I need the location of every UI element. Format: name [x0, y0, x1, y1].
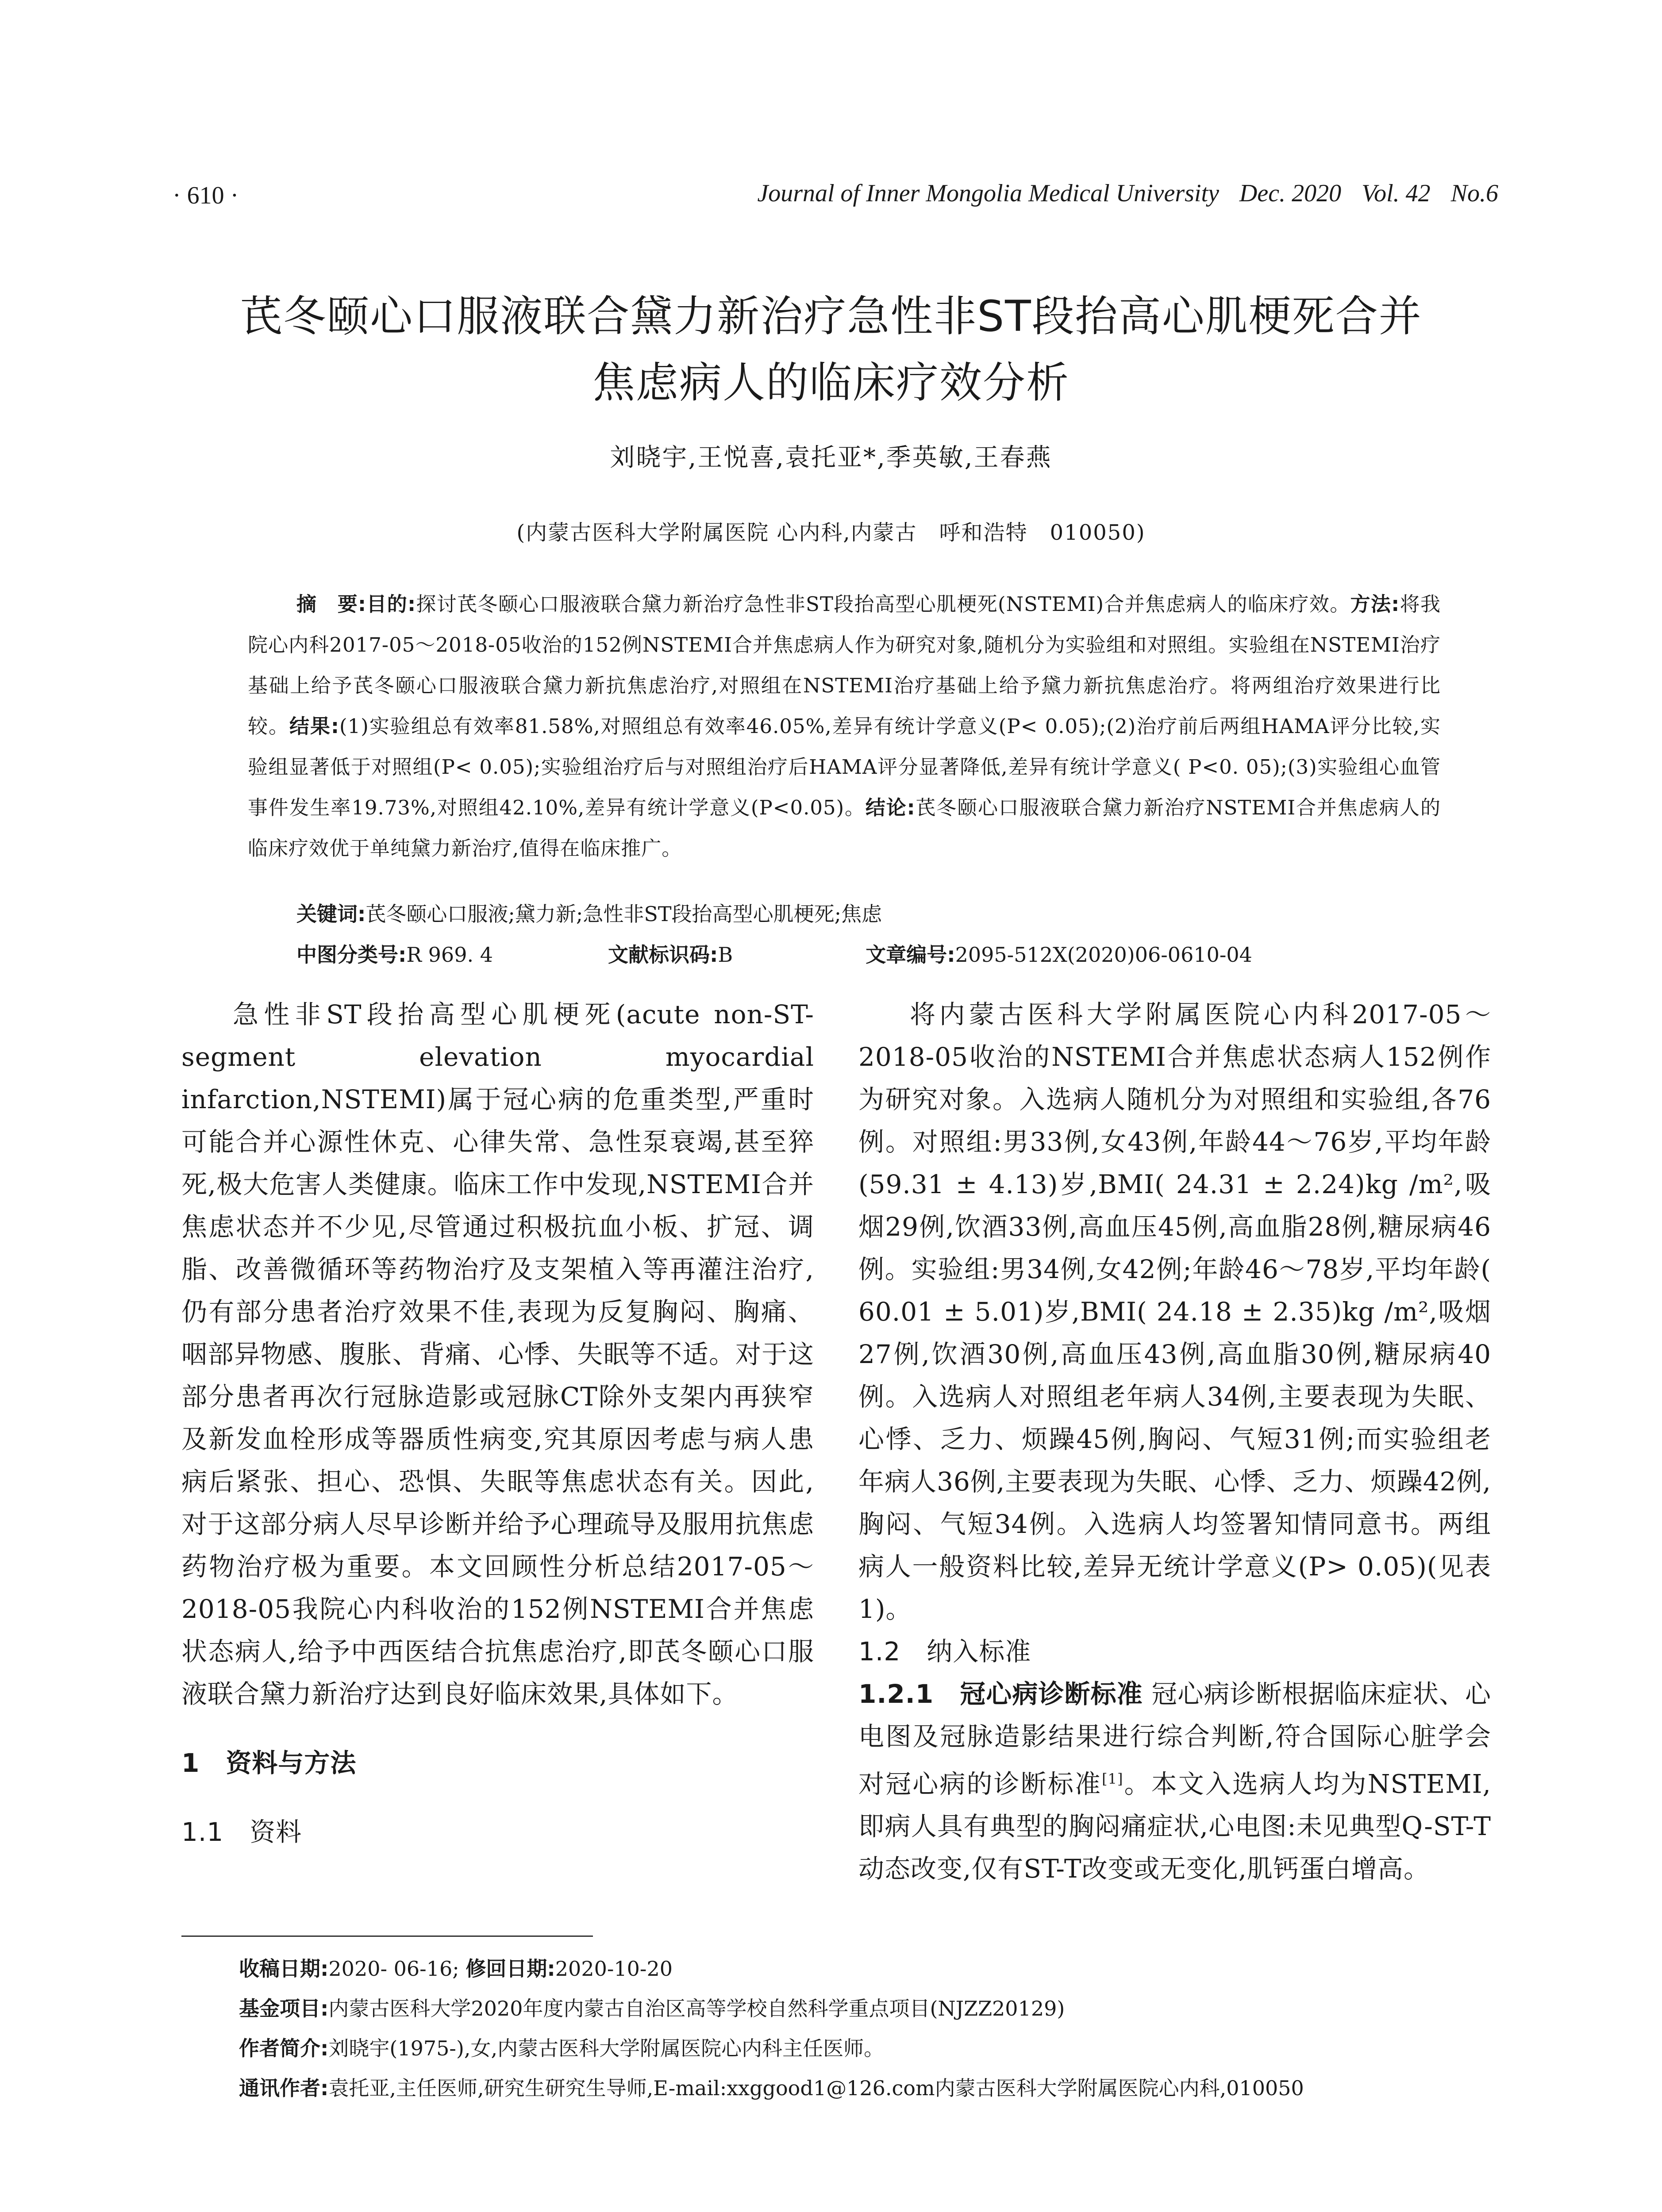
- diagnosis-paragraph: [858, 1673, 1491, 1890]
- corresponding-author-text[interactable]: 袁托亚,主任医师,研究生研究生导师,E-mail:xxggood1@126.com内蒙古医科大学附属医院心内科,010050: [328, 2076, 1304, 2100]
- issue-number: No.6: [1450, 180, 1498, 207]
- results-text: (1)实验组总有效率81.58%,对照组总有效率46.05%,差异有统计学意义(P< 0.05);(2)治疗前后两组HAMA评分比较,实验组显著低于对照组(P< 0.05);实验组治疗后与对照组治疗后HAMA评分显著降低,差异有统计学意义( P<0. 05);(3)实验组心血管事件发生率19.73%,对照组42.10%,差异有统计学意义(P<0.05)。: [248, 714, 1441, 819]
- methods-text: 将我院心内科2017-05～2018-05收治的152例NSTEMI合并焦虑病人作为研究对象,随机分为实验组和对照组。实验组在NSTEMI治疗基础上给予芪冬颐心口服液联合黛力新抗焦虑治疗,对照组在NSTEMI治疗基础上给予黛力新抗焦虑治疗。将两组治疗效果进行比较。: [248, 592, 1441, 738]
- keywords: [296, 894, 1441, 934]
- abstract-label: 摘 要:: [296, 592, 367, 616]
- received-line: [239, 1949, 1494, 1989]
- journal-name: Journal of Inner Mongolia Medical University: [757, 180, 1219, 207]
- received-label: 收稿日期:: [239, 1957, 329, 1981]
- section-heading-1-1: 1.1 资料: [181, 1817, 302, 1847]
- results-label: 结果:: [289, 714, 340, 738]
- conclusion-label: 结论:: [865, 796, 916, 819]
- corresponding-author-line: [239, 2068, 1494, 2108]
- citation-ref[interactable]: [1]: [1102, 1770, 1123, 1787]
- intro-paragraph: 急性非ST段抬高型心肌梗死(acute non-ST-segment elevation myocardial infarction,NSTEMI)属于冠心病的危重类型,严重时可能合并心源性休克、心律失常、急性泵衰竭,甚至猝死,极大危害人类健康。临床工作中发现,NSTEMI合并焦虑状态并不少见,尽管通过积极抗血小板、扩冠、调脂、改善微循环等药物治疗及支架植入等再灌注治疗,仍有部分患者治疗效果不佳,表现为反复胸闷、胸痛、咽部异物感、腹胀、背痛、心悸、失眠等不适。对于这部分患者再次行冠脉造影或冠脉CT除外支架内再狭窄及新发血栓形成等器质性病变,究其原因考虑与病人患病后紧张、担心、恐惧、失眠等焦虑状态有关。因此,对于这部分病人尽早诊断并给予心理疏导及服用抗焦虑药物治疗极为重要。本文回顾性分析总结2017-05～2018-05我院心内科收治的152例NSTEMI合并焦虑状态病人,给予中西医结合抗焦虑治疗,即芪冬颐心口服液联合黛力新治疗达到良好临床效果,具体如下。: [181, 999, 814, 1709]
- author-bio-line: [239, 2028, 1494, 2068]
- article-number-value: 2095-512X(2020)06-0610-04: [955, 943, 1252, 967]
- author-list: 刘晓宇,王悦喜,袁托亚*,季英敏,王春燕: [610, 443, 1052, 472]
- author-bio-label: 作者简介:: [239, 2036, 329, 2060]
- objective-label: 目的:: [366, 592, 416, 616]
- title-line-2: 焦虑病人的临床疗效分析: [592, 358, 1070, 407]
- objective-text: 探讨芪冬颐心口服液联合黛力新治疗急性非ST段抬高型心肌梗死(NSTEMI)合并焦虑病人的临床疗效。: [416, 592, 1350, 616]
- classification-line: [296, 934, 1441, 975]
- clc-label: 中图分类号:: [296, 943, 407, 967]
- methods-label: 方法:: [1350, 592, 1400, 616]
- body-column-right: [858, 993, 1491, 1890]
- issue-date: Dec. 2020: [1239, 180, 1342, 207]
- abstract: [248, 584, 1441, 869]
- received-date: 2020- 06-16;: [328, 1957, 459, 1981]
- subsection-heading-1-2-1: 1.2.1 冠心病诊断标准: [858, 1679, 1143, 1709]
- materials-paragraph: 将内蒙古医科大学附属医院心内科2017-05～2018-05收治的NSTEMI合并焦虑状态病人152例作为研究对象。入选病人随机分为对照组和实验组,各76例。对照组:男33例,女43例,年龄44～76岁,平均年龄(59.31 ± 4.13)岁,BMI( 24.31 ± 2.24)kg /m²,吸烟29例,饮酒33例,高血压45例,高血脂28例,糖尿病46例。实验组:男34例,女42例;年龄46～78岁,平均年龄( 60.01 ± 5.01)岁,BMI( 24.18 ± 2.35)kg /m²,吸烟27例,饮酒30例,高血压43例,高血脂30例,糖尿病40例。入选病人对照组老年病人34例,主要表现为失眠、心悸、乏力、烦躁45例,胸闷、气短31例;而实验组老年病人36例,主要表现为失眠、心悸、乏力、烦躁42例,胸闷、气短34例。入选病人均签署知情同意书。两组病人一般资料比较,差异无统计学意义(P> 0.05)(见表1)。: [858, 999, 1491, 1624]
- running-header: [737, 179, 1498, 207]
- diagnosis-text-cont: 。本文入选病人均为NSTEMI,即病人具有典型的胸闷痛症状,心电图:未见典型Q-ST-T动态改变,仅有ST-T改变或无变化,肌钙蛋白增高。: [858, 1769, 1491, 1884]
- section-heading-1: 1 资料与方法: [181, 1748, 357, 1778]
- title-line-1: 芪冬颐心口服液联合黛力新治疗急性非ST段抬高心肌梗死合并: [240, 292, 1422, 341]
- page-number: · 610 ·: [173, 182, 239, 209]
- fund-label: 基金项目:: [239, 1997, 329, 2020]
- revised-label: 修回日期:: [466, 1957, 555, 1981]
- conclusion-text: 芪冬颐心口服液联合黛力新治疗NSTEMI合并焦虑病人的临床疗效优于单纯黛力新治疗,值得在临床推广。: [248, 796, 1441, 860]
- affiliation: (内蒙古医科大学附属医院 心内科,内蒙古 呼和浩特 010050): [516, 520, 1146, 545]
- keywords-label: 关键词:: [296, 902, 366, 926]
- body-column-left: [181, 993, 814, 1853]
- clc-value: R 969. 4: [406, 943, 493, 967]
- doc-code-label: 文献标识码:: [608, 943, 718, 967]
- article-title: [133, 283, 1529, 416]
- footnote-divider: [181, 1936, 593, 1937]
- fund-text: 内蒙古医科大学2020年度内蒙古自治区高等学校自然科学重点项目(NJZZ20129): [328, 1997, 1065, 2020]
- corresponding-author-label: 通讯作者:: [239, 2076, 329, 2100]
- article-number-label: 文章编号:: [866, 943, 955, 967]
- doc-code-value: B: [718, 943, 733, 967]
- author-bio-text: 刘晓宇(1975-),女,内蒙古医科大学附属医院心内科主任医师。: [328, 2036, 885, 2060]
- keywords-value: 芪冬颐心口服液;黛力新;急性非ST段抬高型心肌梗死;焦虑: [365, 902, 882, 926]
- diagnosis-text: 冠心病诊断根据临床症状、心电图及冠脉造影结果进行综合判断,符合国际心脏学会对冠心病的诊断标准: [858, 1679, 1492, 1799]
- fund-line: [239, 1989, 1494, 2028]
- volume: Vol. 42: [1362, 180, 1431, 207]
- section-heading-1-2: 1.2 纳入标准: [858, 1636, 1031, 1667]
- footnotes: [239, 1949, 1494, 2108]
- revised-date: 2020-10-20: [555, 1957, 673, 1981]
